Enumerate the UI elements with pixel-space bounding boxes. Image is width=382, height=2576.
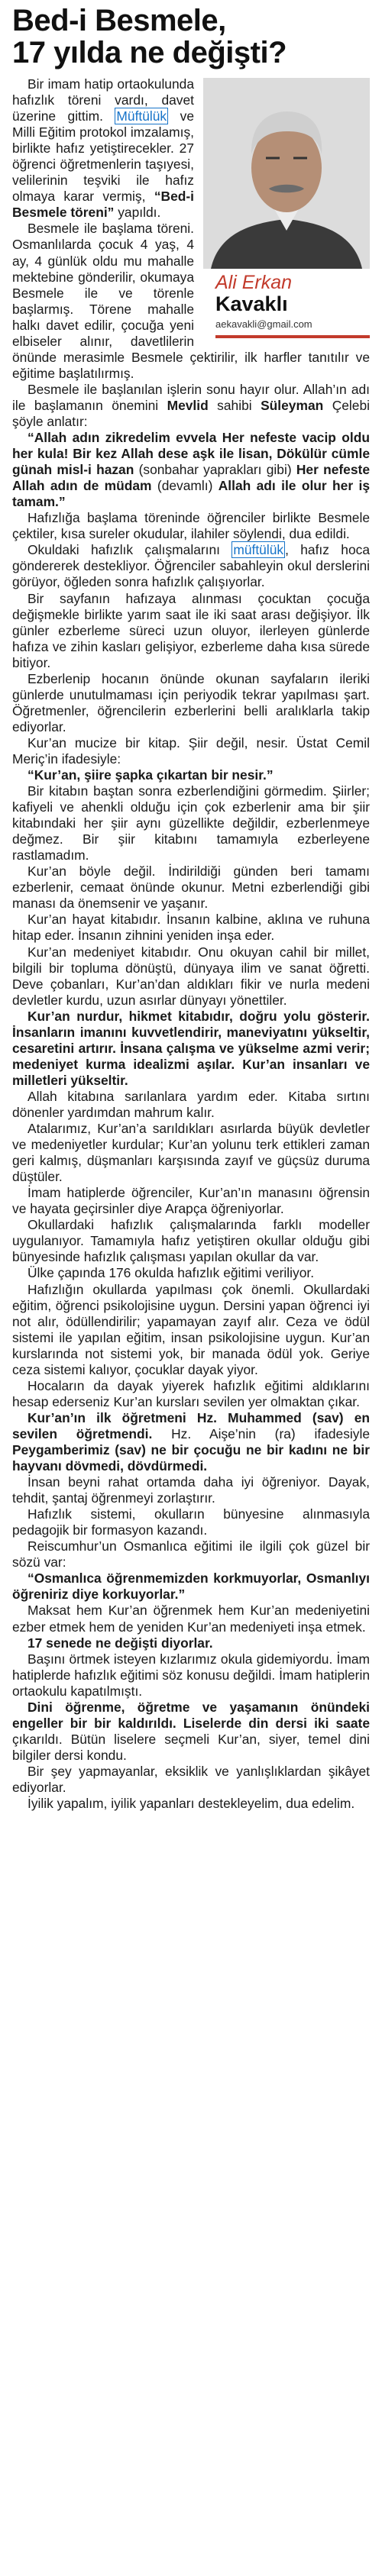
bold-text: 17 senede ne değişti diyorlar. xyxy=(28,1635,213,1651)
paragraph xyxy=(12,1603,370,1635)
author-name xyxy=(203,272,370,315)
text-run: Bir kitabın baştan sonra ezberlendiğini görmedim. Şiirler; kafiyeli ve ahenkli olduğu için çok ezberlenir ama bir şiir kitabındaki her şiir aynı güzellikte değildir, ezberlenmeye değmez. Bir şiir kitabını tamamıyla ezberleyene rastlamadım. xyxy=(12,783,370,864)
text-run: yapıldı. xyxy=(114,205,161,221)
paragraph xyxy=(12,1009,370,1089)
paragraph xyxy=(12,735,370,767)
author-email[interactable]: aekavakli@gmail.com xyxy=(215,318,312,330)
text-run: çıkarıldı. Bütün liselere seçmeli Kur’an, siyer, temel dini bilgiler dersi kondu. xyxy=(12,1731,370,1763)
paragraph xyxy=(12,1506,370,1538)
article xyxy=(12,0,370,1812)
text-run: Bir sayfanın hafızaya alınması çocuktan çocuğa değişmekle birlikte yarım saat ile iki saat arası değişiyor. İlk günler ezberleme süreci uzun oluyor, ilerleyen günlerde hafıza ve zihin kasları gelişiyor, ezberleme daha kısa sürede bitiyor. xyxy=(12,590,370,670)
text-run: Kur’an medeniyet kitabıdır. Onu okuyan cahil bir millet, bilgili bir topluma dönüştü, dünyaya ilim ve sanat öğretti. Deve çobanları, Kur’an’dan aldıkları fikir ve nurla medeni devletler kurdu, uzun asırlar dünyayı yönettiler. xyxy=(12,944,370,1008)
paragraph xyxy=(12,1796,370,1812)
paragraph xyxy=(12,382,370,430)
text-run: (devamlı) xyxy=(151,478,219,494)
text-run: ve Milli Eğitim protokol imzalamış, birlikte hafız yetiştirecekler. 27 öğrenci öğretmenlerin taşıyesi, velilerinin teşviki ile hafız olmaya karar vermiş, xyxy=(12,108,194,205)
text-run: Bir şey yapmayanlar, eksiklik ve yanlışlıklardan şikâyet ediyorlar. xyxy=(12,1763,370,1795)
text-run: Okullardaki hafızlık çalışmalarında farklı modeller uygulanıyor. Tamamıyla hafız yetiştiren okullar olduğu gibi bünyesinde hafızlık çalışması yapılan okullar da var. xyxy=(12,1217,370,1265)
paragraph xyxy=(12,1378,370,1410)
text-run: Hz. Aişe’nin (ra) ifadesiyle xyxy=(152,1425,370,1441)
author-last-name: Kavaklı xyxy=(215,292,288,315)
text-run: Atalarımız, Kur’an’a sarıldıkları asırlarda büyük devletler ve medeniyetler kurdular; Kur’an yolunu terk ettikleri zaman geri kalmış, düşmanları karşısında zayıf ve güçsüz duruma düştüler. xyxy=(12,1121,370,1185)
bold-text: Her nefeste Allah adın de müdam xyxy=(12,462,370,494)
text-run: Bir imam hatip ortaokulunda hafızlık töreni vardı, davet üzerine gittim. xyxy=(12,76,194,124)
bold-text: Allah adı ile olur her iş tamam.” xyxy=(12,478,370,510)
headline-line-2: 17 yılda ne değişti? xyxy=(12,36,287,69)
text-run: İyilik yapalım, iyilik yapanları destekleyelim, dua edelim. xyxy=(28,1796,355,1812)
paragraph xyxy=(12,1651,370,1700)
text-run: (sonbahar yaprakları gibi) xyxy=(134,462,296,478)
text-run: sahibi xyxy=(208,397,261,413)
text-run: Okuldaki hafızlık çalışmalarını xyxy=(28,542,232,558)
bold-text: Peygamberimiz (sav) ne bir çocuğu ne bir kadını ne bir hayvanı dövmedi, dövdürmedi. xyxy=(12,1441,370,1474)
paragraph xyxy=(12,591,370,671)
bold-text: Dini öğrenme, öğretme ve yaşamanın önündeki engeller bir bir kaldırıldı. Liselerde din dersi iki saate xyxy=(12,1699,370,1731)
paragraph xyxy=(12,430,370,510)
text-run: Başını örtmek isteyen kızlarımız okula gidemiyordu. İmam hatiplerde hafızlık eğitimi söz konusu değildi. İmam hatiplerin ortaokulu kapatılmıştı. xyxy=(12,1651,370,1699)
paragraph xyxy=(12,1764,370,1796)
paragraph xyxy=(12,1185,370,1217)
paragraph xyxy=(12,767,370,783)
paragraph xyxy=(12,1635,370,1651)
paragraph xyxy=(12,671,370,735)
text-run: Kur’an böyle değil. İndirildiği günden beri tamamı ezberlenir, cemaat önünde okunur. Metni ezberlendiği gibi manası da önemsenir ve yaşanır. xyxy=(12,864,370,912)
bold-text: “Bed-i Besmele töreni” xyxy=(12,189,194,221)
paragraph xyxy=(12,542,370,590)
bold-text: Kur’an nurdur, hikmet kitabıdır, doğru yolu gösterir. İnsanların imanını kuvvetlendirir, maneviyatını yükseltir, cesaretini artırır. İnsana çalışma ve yükselme azmi verir; medeniyet kurma idealizmi aşılar. Kur’an insanları ve milletleri yükseltir. xyxy=(12,1008,370,1088)
paragraph xyxy=(12,783,370,864)
paragraph xyxy=(12,510,370,542)
paragraph xyxy=(12,1089,370,1121)
paragraph xyxy=(12,1538,370,1570)
text-run: Ezberlenip hocanın önünde okunan sayfaların ileriki günlerde unutulmaması için periyodik tekrar yapılması şart. Öğretmenler, öğrencilerin ezberlerini belli aralıklarla takip ediyorlar. xyxy=(12,670,370,734)
bold-text: “Kur’an, şiire şapka çıkartan bir nesir.” xyxy=(28,767,274,783)
article-body xyxy=(12,76,370,1812)
text-run: Hocaların da dayak yiyerek hafızlık eğitimi aldıklarını hesap ederseniz Kur’an kursları sevilen yer olmaktan çıkar. xyxy=(12,1377,370,1409)
paragraph xyxy=(12,1217,370,1265)
headline xyxy=(12,5,370,69)
paragraph xyxy=(12,912,370,944)
text-run: Hafızlığın okullarda yapılması çok önemli. Okullardaki eğitim, öğrenci psikolojisine uygun. Dersini yapan öğrenci iyi not alır, ödüllendirilir; yapamayan zayıf alır. Ceza ve ödül sistemi ile yapılan eğitim, insan psikolojisine uygun. Kur’an kurslarında not sistemi yok, bir manada ödül yok. Geriye ceza sistemi kalıyor, çocuklar dayak yiyor. xyxy=(12,1281,370,1377)
text-run: Hafızlığa başlama töreninde öğrenciler birlikte Besmele çektiler, kısa sureler okudular, ilahiler söylendi, dua edildi. xyxy=(12,510,370,542)
text-run: Kur’an mucize bir kitap. Şiir değil, nesir. Üstat Cemil Meriç’in ifadesiyle: xyxy=(12,734,370,767)
text-run: , hafız hoca göndererek destekliyor. Öğrenciler sabahleyin okul derslerini görüyor, öğleden sonra hafızlık çalışıyorlar. xyxy=(12,542,370,590)
headline-line-1: Bed-i Besmele, xyxy=(12,4,226,37)
text-run: İnsan beyni rahat ortamda daha iyi öğreniyor. Dayak, tehdit, şantaj öğrenmeyi zorlaştırır. xyxy=(12,1474,370,1506)
text-run: Besmele ile başlanılan işlerin sonu hayır olur. Allah’ın adı ile başlamanın önemini xyxy=(12,381,370,413)
author-first-name: Ali Erkan xyxy=(215,272,293,293)
paragraph xyxy=(12,1265,370,1281)
highlighted-term: Müftülük xyxy=(116,108,167,124)
text-run: Çelebi şöyle anlatır: xyxy=(12,397,370,429)
text-run: Maksat hem Kur’an öğrenmek hem Kur’an medeniyetini ezber etmek hem de yeniden Kur’an medeniyeti inşa etmek. xyxy=(12,1603,370,1635)
paragraph xyxy=(12,1570,370,1603)
text-run: Hafızlık sistemi, okulların bünyesine alınmasıyla pedagojik bir formasyon kazandı. xyxy=(12,1506,370,1538)
text-run: Kur’an hayat kitabıdır. İnsanın kalbine, aklına ve ruhuna hitap eder. İnsanın zihnini yeniden inşa eder. xyxy=(12,912,370,944)
bold-text: Süleyman xyxy=(261,397,324,413)
text-run: Reiscumhur’un Osmanlıca eğitimi ile ilgili çok güzel bir sözü var: xyxy=(12,1538,370,1570)
text-run: İmam hatiplerde öğrenciler, Kur’an’ın manasını öğrensin ve hayata geçirsinler diye Arapça öğreniyorlar. xyxy=(12,1185,370,1217)
paragraph xyxy=(12,1121,370,1185)
paragraph xyxy=(12,1474,370,1506)
text-run: Ülke çapında 176 okulda hafızlık eğitimi veriliyor. xyxy=(28,1265,315,1281)
bold-text: Kur’an’ın ilk öğretmeni Hz. Muhammed (sav) en sevilen öğretmendi. xyxy=(12,1409,370,1441)
author-box xyxy=(203,78,370,338)
highlighted-term: müftülük xyxy=(233,542,284,558)
paragraph xyxy=(12,1282,370,1378)
paragraph xyxy=(12,1410,370,1474)
paragraph xyxy=(12,944,370,1009)
paragraph xyxy=(12,1700,370,1764)
bold-text: Mevlid xyxy=(167,397,209,413)
bold-text: “Osmanlıca öğrenmemizden korkmuyorlar, Osmanlıyı öğreniriz diye korkuyorlar.” xyxy=(12,1570,370,1603)
text-run: Besmele ile başlama töreni. Osmanlılarda çocuk 4 yaş, 4 ay, 4 günlük oldu mu mahalle mektebine gönderilir, okumaya Besmele ile ve törenle başlarmış. Törene mahalle halkı davet edilir, çocuğa yeni elbiseler alınır, davetlilerin önünde merasimle Besmele çektirilir, ilk harfler tanıtılır ve eğitime başlatılırmış. xyxy=(12,221,370,381)
bold-text: “Allah adın zikredelim evvela Her nefeste vacip oldu her kula! Bir kez Allah dese aşk ile lisan, Dökülür cümle günah misl-i hazan xyxy=(12,430,370,478)
author-divider xyxy=(215,335,370,338)
text-run: Allah kitabına sarılanlara yardım eder. Kitaba sırtını dönenler yardımdan mahrum kalır. xyxy=(12,1088,370,1120)
author-photo xyxy=(203,78,370,269)
paragraph xyxy=(12,864,370,912)
